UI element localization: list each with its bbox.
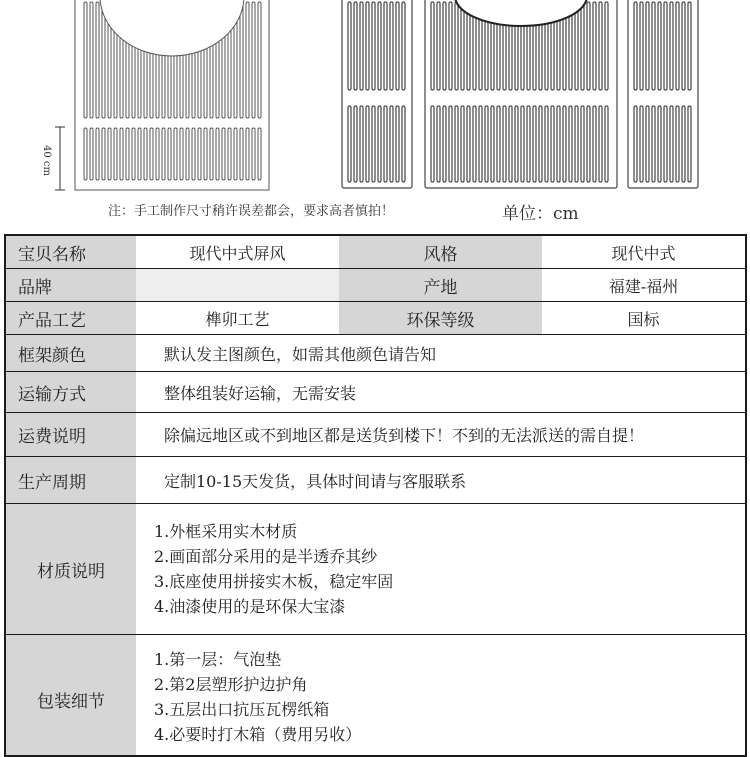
screen-slat bbox=[670, 2, 673, 90]
screen-slat bbox=[396, 106, 399, 182]
row-value: 榫卯工艺 bbox=[136, 302, 339, 334]
screen-slat bbox=[467, 106, 470, 182]
screen-slat bbox=[198, 128, 201, 180]
screen-slat bbox=[646, 2, 649, 90]
screen-slat bbox=[455, 2, 458, 90]
screen-slat bbox=[222, 128, 225, 180]
screen-slat bbox=[652, 2, 655, 90]
screen-slat bbox=[102, 128, 105, 180]
screen-slat bbox=[378, 2, 381, 90]
row-label: 宝贝名称 bbox=[6, 236, 136, 268]
screen-slat bbox=[180, 128, 183, 180]
row-value: 现代中式屏风 bbox=[136, 236, 339, 268]
screen-slat bbox=[372, 2, 375, 90]
screen-slat bbox=[509, 106, 512, 182]
screen-slat bbox=[396, 2, 399, 90]
screen-slat bbox=[688, 2, 691, 90]
screen-slat bbox=[162, 128, 165, 180]
screen-slat bbox=[390, 106, 393, 182]
screen-slat bbox=[126, 128, 129, 180]
row-value-2: 福建-福州 bbox=[542, 269, 745, 301]
screen-slat bbox=[587, 106, 590, 182]
screen-slat bbox=[114, 128, 117, 180]
screen-slat bbox=[658, 106, 661, 182]
screen-slat bbox=[515, 106, 518, 182]
packing-list bbox=[136, 635, 745, 755]
screen-slat bbox=[599, 106, 602, 182]
screen-slat bbox=[676, 106, 679, 182]
screen-slat bbox=[491, 106, 494, 182]
row-value: 除偏远地区或不到地区都是送货到楼下！不到的无法派送的需自提！ bbox=[136, 413, 745, 456]
table-row bbox=[6, 413, 745, 457]
row-label: 品牌 bbox=[6, 269, 136, 301]
screen-slat bbox=[437, 106, 440, 182]
dimension-label: 40 cm bbox=[41, 145, 52, 176]
row-label: 材质说明 bbox=[6, 504, 136, 634]
screen-slat bbox=[461, 2, 464, 90]
screen-slat bbox=[539, 106, 542, 182]
row-value: 默认发主图颜色，如需其他颜色请告知 bbox=[136, 335, 745, 371]
row-label: 运费说明 bbox=[6, 413, 136, 456]
screen-slat bbox=[449, 2, 452, 90]
screen-slat bbox=[96, 2, 99, 118]
dimension-marker bbox=[55, 127, 65, 190]
screen-slat bbox=[234, 128, 237, 180]
row-label-2: 产地 bbox=[339, 269, 542, 301]
screen-slat bbox=[551, 106, 554, 182]
table-row bbox=[6, 335, 745, 372]
screen-slat bbox=[575, 106, 578, 182]
row-label-2: 环保等级 bbox=[339, 302, 542, 334]
screen-slat bbox=[664, 106, 667, 182]
row-label: 产品工艺 bbox=[6, 302, 136, 334]
screen-slat bbox=[652, 106, 655, 182]
screen-slat bbox=[593, 106, 596, 182]
screen-slat bbox=[634, 106, 637, 182]
screen-slat bbox=[497, 106, 500, 182]
screen-slat bbox=[664, 2, 667, 90]
screen-slat bbox=[473, 106, 476, 182]
screen-slat bbox=[575, 2, 578, 90]
screen-slat bbox=[527, 106, 530, 182]
screen-slat bbox=[210, 128, 213, 180]
screen-slat bbox=[378, 106, 381, 182]
screen-slat bbox=[144, 128, 147, 180]
screen-slat bbox=[354, 2, 357, 90]
screen-slat bbox=[402, 2, 405, 90]
screen-slat bbox=[599, 2, 602, 90]
screen-slat bbox=[533, 106, 536, 182]
screen-slat bbox=[174, 128, 177, 180]
screen-slat bbox=[348, 106, 351, 182]
screen-slat bbox=[587, 2, 590, 90]
table-row bbox=[6, 635, 745, 755]
screen-slat bbox=[204, 128, 207, 180]
row-label: 生产周期 bbox=[6, 457, 136, 503]
screen-slat bbox=[581, 2, 584, 90]
right-screen-panels bbox=[342, 0, 698, 188]
screen-slat bbox=[503, 106, 506, 182]
screen-slat bbox=[366, 106, 369, 182]
screen-slat bbox=[593, 2, 596, 90]
screen-slat bbox=[102, 2, 105, 118]
screen-slat bbox=[216, 128, 219, 180]
screen-slat bbox=[640, 106, 643, 182]
list-item: 3.底座使用拼接实木板，稳定牢固 bbox=[154, 572, 394, 591]
screen-slat bbox=[90, 2, 93, 118]
screen-slat bbox=[431, 106, 434, 182]
list-item: 2.画面部分采用的是半透乔其纱 bbox=[154, 547, 378, 566]
table-row bbox=[6, 236, 745, 269]
table-row bbox=[6, 504, 745, 635]
material-list bbox=[136, 504, 745, 634]
screen-slat bbox=[96, 128, 99, 180]
screen-slat bbox=[84, 2, 87, 118]
row-value: 整体组装好运输，无需安装 bbox=[136, 372, 745, 412]
unit-label: 单位：cm bbox=[502, 204, 579, 224]
screen-slat bbox=[228, 128, 231, 180]
row-value bbox=[136, 269, 339, 301]
list-item: 1.外框采用实木材质 bbox=[154, 522, 298, 541]
screen-slat bbox=[258, 128, 261, 180]
screen-slat bbox=[402, 106, 405, 182]
screen-slat bbox=[186, 128, 189, 180]
row-label-2: 风格 bbox=[339, 236, 542, 268]
screen-slat bbox=[156, 128, 159, 180]
screen-slat bbox=[90, 128, 93, 180]
screen-slat bbox=[485, 106, 488, 182]
list-item: 1.第一层：气泡垫 bbox=[154, 650, 282, 669]
screen-slat bbox=[479, 106, 482, 182]
size-note: 注：手工制作尺寸稍许误差都会，要求高者慎拍！ bbox=[108, 204, 395, 219]
screen-slat bbox=[461, 106, 464, 182]
screen-slat bbox=[521, 106, 524, 182]
row-value-2: 国标 bbox=[542, 302, 745, 334]
screen-slat bbox=[132, 128, 135, 180]
list-item: 3.五层出口抗压瓦楞纸箱 bbox=[154, 700, 330, 719]
screen-slat bbox=[605, 106, 608, 182]
list-item: 4.油漆使用的是环保大宝漆 bbox=[154, 597, 346, 616]
screen-slat bbox=[670, 106, 673, 182]
screen-slat bbox=[557, 106, 560, 182]
screen-slat bbox=[682, 2, 685, 90]
screen-slat bbox=[455, 106, 458, 182]
screen-slat bbox=[192, 128, 195, 180]
table-row bbox=[6, 457, 745, 504]
row-label: 运输方式 bbox=[6, 372, 136, 412]
screen-slat bbox=[449, 106, 452, 182]
screen-slat bbox=[581, 106, 584, 182]
screen-slat bbox=[640, 2, 643, 90]
screen-slat bbox=[688, 106, 691, 182]
screen-slat bbox=[108, 128, 111, 180]
screen-slat bbox=[682, 106, 685, 182]
screen-slat bbox=[120, 128, 123, 180]
screen-slat bbox=[545, 106, 548, 182]
row-label: 框架颜色 bbox=[6, 335, 136, 371]
screen-slat bbox=[676, 2, 679, 90]
screen-slat bbox=[437, 2, 440, 90]
screen-slat bbox=[443, 2, 446, 90]
table-row bbox=[6, 372, 745, 413]
row-value: 定制10-15天发货，具体时间请与客服联系 bbox=[136, 457, 745, 503]
screen-slat bbox=[354, 106, 357, 182]
screen-slat bbox=[658, 2, 661, 90]
screen-slat bbox=[138, 128, 141, 180]
screen-slat bbox=[360, 2, 363, 90]
screen-slat bbox=[605, 2, 608, 90]
screen-slat bbox=[252, 2, 255, 118]
screen-slat bbox=[240, 2, 243, 118]
screen-slat bbox=[563, 106, 566, 182]
screen-slat bbox=[384, 2, 387, 90]
screen-slat bbox=[246, 128, 249, 180]
screen-slat bbox=[258, 2, 261, 118]
screen-slat bbox=[443, 106, 446, 182]
screen-slat bbox=[240, 128, 243, 180]
screen-technical-drawing bbox=[0, 0, 750, 232]
left-screen-panel bbox=[75, 0, 269, 190]
list-item: 4.必要时打木箱（费用另收） bbox=[154, 725, 362, 744]
screen-slat bbox=[360, 106, 363, 182]
screen-slat bbox=[431, 2, 434, 90]
screen-slat bbox=[384, 106, 387, 182]
screen-slat bbox=[84, 128, 87, 180]
screen-slat bbox=[252, 128, 255, 180]
screen-slat bbox=[150, 128, 153, 180]
table-row bbox=[6, 302, 745, 335]
row-label: 包装细节 bbox=[6, 635, 136, 755]
screen-slat bbox=[366, 2, 369, 90]
screen-slat bbox=[372, 106, 375, 182]
screen-slat bbox=[646, 106, 649, 182]
screen-slat bbox=[348, 2, 351, 90]
screen-slat bbox=[634, 2, 637, 90]
screen-slat bbox=[569, 106, 572, 182]
product-spec-table bbox=[4, 234, 747, 757]
list-item: 2.第2层塑形护边护角 bbox=[154, 675, 308, 694]
screen-slat bbox=[168, 128, 171, 180]
table-row bbox=[6, 269, 745, 302]
row-value-2: 现代中式 bbox=[542, 236, 745, 268]
screen-slat bbox=[246, 2, 249, 118]
screen-slat bbox=[390, 2, 393, 90]
